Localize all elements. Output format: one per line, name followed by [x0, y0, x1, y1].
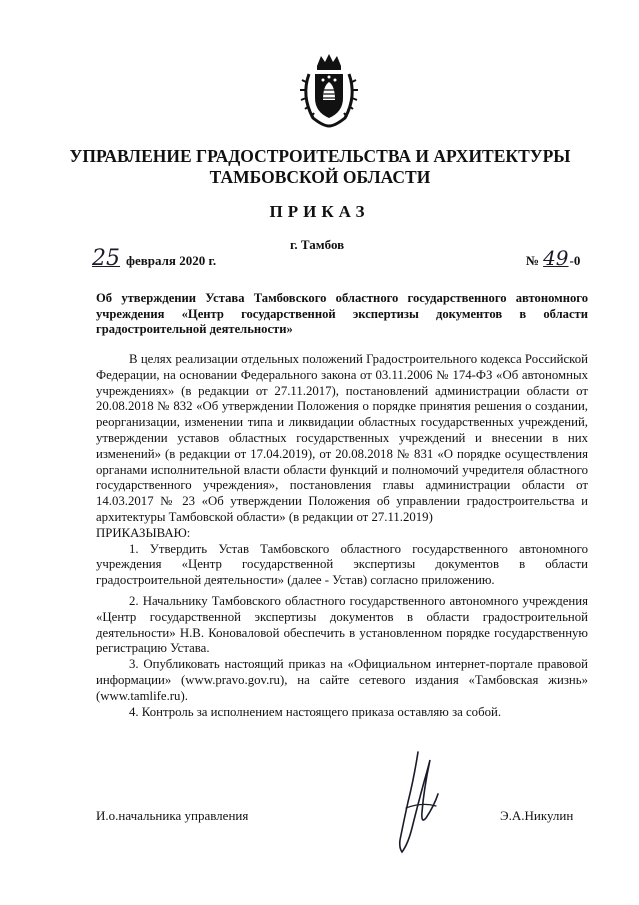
number-suffix: -0 [569, 253, 581, 268]
number-handwritten: 49 [543, 246, 569, 270]
order-item-3: 3. Опубликовать настоящий приказ на «Официальном интернет-портале правовой информации» (www.pravo.gov.ru), на сайте сетевого издания «Тамбовская жизнь» (www.tamlife.ru). [96, 657, 588, 703]
signer-name: Э.А.Никулин [500, 808, 574, 823]
document-number [526, 246, 580, 270]
handwritten-signature-icon [378, 748, 458, 858]
order-item-4: 4. Контроль за исполнением настоящего приказа оставляю за собой. [129, 704, 502, 719]
organization-line-1: УПРАВЛЕНИЕ ГРАДОСТРОИТЕЛЬСТВА И АРХИТЕКТУРЫ [69, 146, 571, 166]
coat-of-arms-icon [297, 52, 361, 128]
preamble-paragraph: В целях реализации отдельных положений Градостроительного кодекса Российской Федерации, на основании Федерального закона от 03.11.2006 № 174-ФЗ «Об автономных учреждениях» (в редакции от 27.11.2017), постановлений администрации области от 20.08.2018 № 832 «Об утверждении Положения о порядке принятия решения о создании, реорганизации, изменении типа и ликвидации областных государственных учреждений, утверждении уставов областных государственных учреждений и внесении в них изменений» (в редакции от 17.04.2019), от 20.08.2018 № 831 «О порядке осуществления органами исполнительной власти области функций и полномочий учредителя областного государственного учреждения», постановления главы администрации области от 14.03.2017 № 23 «Об утверждении Положения об управлении градостроительства и архитектуры Тамбовской области» (в редакции от 27.11.2019) [96, 352, 588, 524]
document-title: ПРИКАЗ [269, 202, 370, 221]
organization-line-2: ТАМБОВСКОЙ ОБЛАСТИ [209, 167, 431, 187]
document-date [92, 246, 216, 271]
date-month-year: февраля 2020 г. [126, 253, 217, 268]
order-word: ПРИКАЗЫВАЮ: [96, 525, 191, 540]
number-prefix: № [526, 253, 540, 268]
signer-position: И.о.начальника управления [96, 808, 249, 823]
date-day-handwritten: 25 [92, 246, 120, 271]
document-body [96, 352, 588, 720]
document-city: г. Тамбов [290, 237, 345, 252]
organization-name [60, 146, 580, 188]
document-subject: Об утверждении Устава Тамбовского областного государственного автономного учреждения «Центр государственной экспертизы документов в области градостроительной деятельности» [96, 291, 588, 336]
order-item-1: 1. Утвердить Устав Тамбовского областного государственного автономного учреждения «Центр государственной экспертизы документов в области градостроительной деятельности» (далее - Устав) согласно приложению. [96, 541, 588, 588]
order-item-2: 2. Начальнику Тамбовского областного государственного автономного учреждения «Центр государственной экспертизы документов в области градостроительной деятельности» Н.В. Коноваловой обеспечить в установленном порядке государственную регистрацию Устава. [96, 593, 588, 656]
